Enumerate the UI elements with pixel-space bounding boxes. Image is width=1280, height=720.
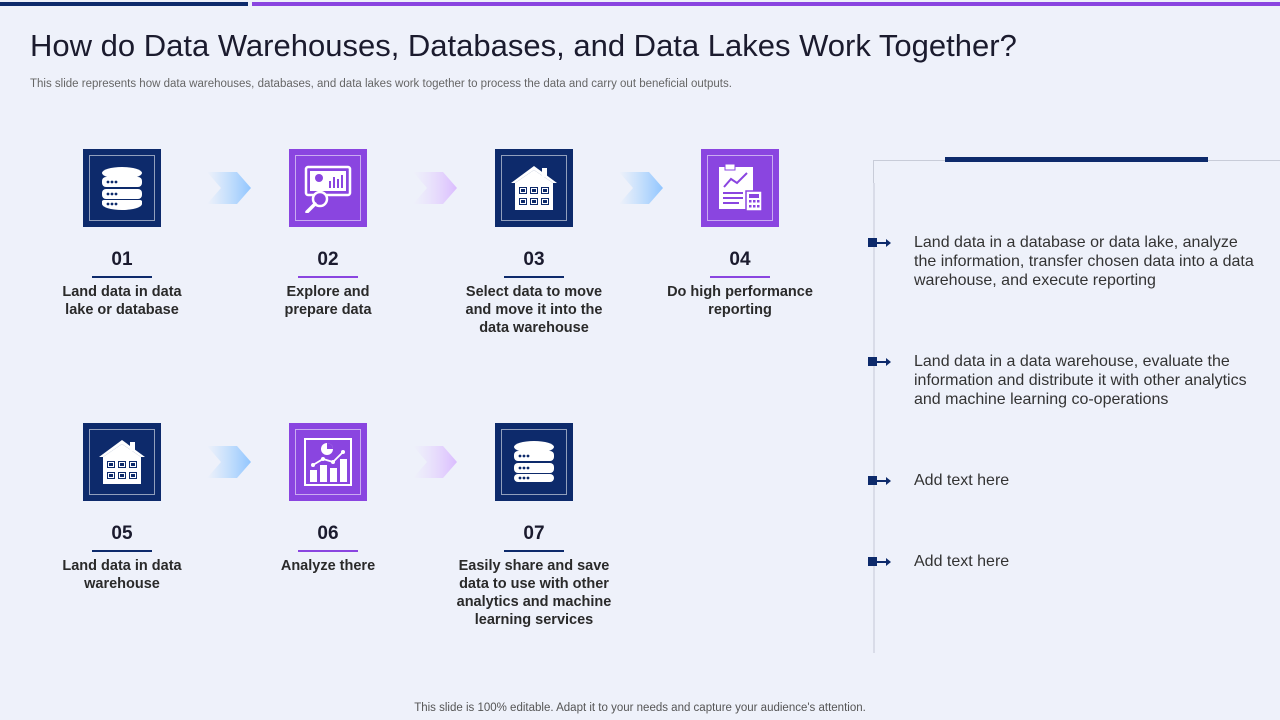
step-03-icon-box — [495, 149, 573, 227]
step-07-label: Easily share and save data to use with other analytics and machine learning services — [456, 558, 612, 628]
step-02-number: 02 — [317, 249, 339, 270]
panel-bullet-3-text: Add text here — [914, 472, 1010, 489]
step-05-number: 05 — [111, 523, 133, 544]
step-06-number: 06 — [317, 523, 339, 544]
panel-side-line — [873, 183, 875, 653]
step-01-underline — [92, 276, 152, 278]
step-07-number: 07 — [523, 523, 545, 544]
page-title: How do Data Warehouses, Databases, and Data Lakes Work Together? — [30, 28, 1017, 63]
panel-accent-bar — [945, 157, 1208, 162]
step-03-underline — [504, 276, 564, 278]
step-07-icon-box — [495, 423, 573, 501]
warehouse-icon — [97, 437, 147, 487]
flow-arrow-5-6 — [207, 446, 251, 478]
step-06-underline — [298, 550, 358, 552]
step-03-label: Select data to move and move it into the data warehouse — [465, 284, 603, 336]
panel-corner — [873, 160, 874, 184]
presentation-magnifier-icon — [303, 163, 353, 213]
warehouse-icon — [509, 163, 559, 213]
flow-arrow-1-2 — [207, 172, 251, 204]
bar-chart-icon — [303, 437, 353, 487]
report-calculator-icon — [715, 163, 765, 213]
bullet-arrow-icon — [868, 238, 877, 247]
top-accent-bar-navy — [0, 2, 248, 6]
panel-bullet-2-text: Land data in a data warehouse, evaluate the information and distribute it with other analytics and machine learning co-operations — [914, 353, 1247, 408]
flow-arrow-3-4 — [619, 172, 663, 204]
database-icon — [97, 163, 147, 213]
database-icon — [509, 437, 559, 487]
step-04-label: Do high performance reporting — [667, 284, 813, 318]
step-01-label: Land data in data lake or database — [62, 284, 182, 318]
step-05-label: Land data in data warehouse — [62, 558, 182, 592]
step-05-underline — [92, 550, 152, 552]
panel-bullet-1-text: Land data in a database or data lake, analyze the information, transfer chosen data into a data warehouse, and execute reporting — [914, 234, 1254, 289]
step-02-label: Explore and prepare data — [284, 284, 372, 318]
bullet-arrow-icon — [868, 357, 877, 366]
step-04-icon-box — [701, 149, 779, 227]
step-05-icon-box — [83, 423, 161, 501]
step-06-icon-box — [289, 423, 367, 501]
step-02-underline — [298, 276, 358, 278]
step-01-number: 01 — [111, 249, 133, 270]
top-accent-bar-purple — [252, 2, 1280, 6]
step-04-underline — [710, 276, 770, 278]
footer-note: This slide is 100% editable. Adapt it to your needs and capture your audience's attention. — [414, 702, 866, 714]
step-04-number: 04 — [729, 249, 751, 270]
step-06-label: Analyze there — [280, 558, 376, 574]
bullet-arrow-icon — [868, 557, 877, 566]
step-03-number: 03 — [523, 249, 545, 270]
page-subtitle: This slide represents how data warehouses, databases, and data lakes work together to process the data and carry out beneficial outputs. — [30, 78, 732, 90]
bullet-arrow-icon — [868, 476, 877, 485]
flow-arrow-2-3 — [413, 172, 457, 204]
step-07-underline — [504, 550, 564, 552]
step-01-icon-box — [83, 149, 161, 227]
flow-arrow-6-7 — [413, 446, 457, 478]
panel-bullet-4-text: Add text here — [914, 553, 1010, 570]
step-02-icon-box — [289, 149, 367, 227]
